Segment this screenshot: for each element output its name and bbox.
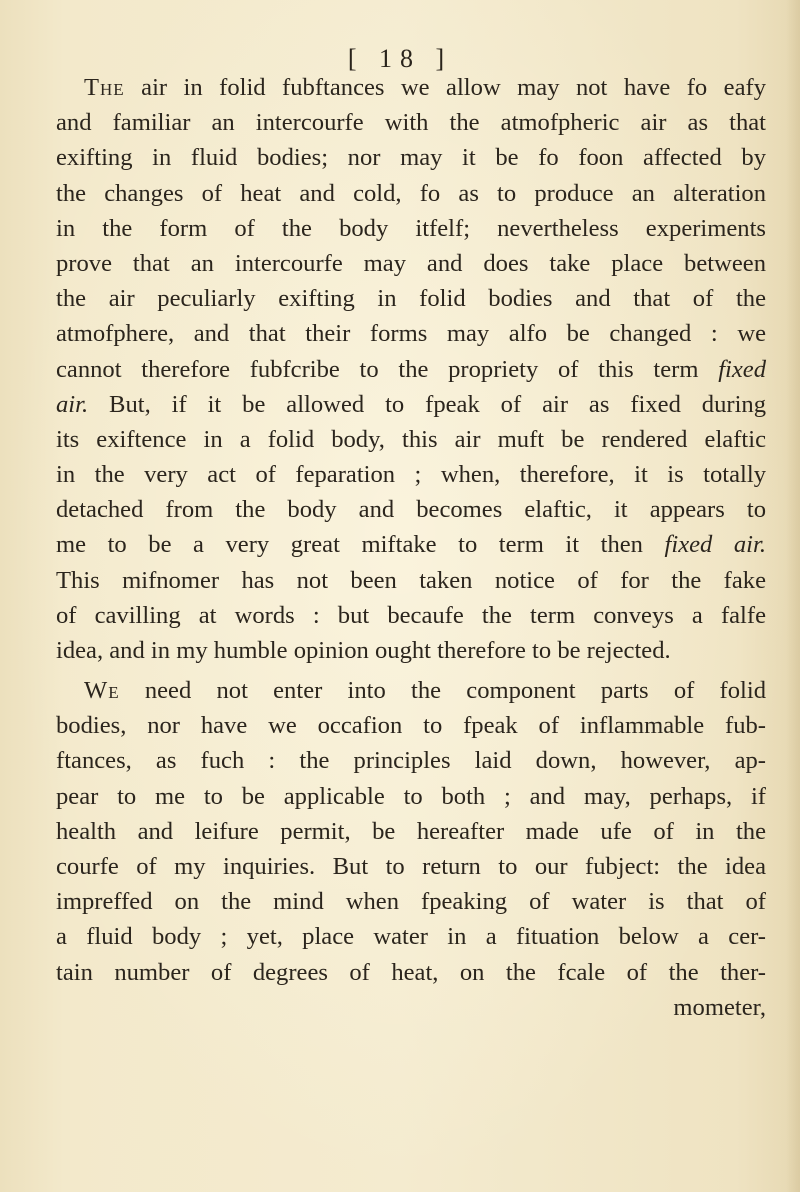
line-text: me to be a very great miftake to term it then	[56, 531, 665, 559]
line-text: and familiar an intercourfe with the atmofpheric air as that	[56, 109, 766, 137]
text-line	[56, 633, 766, 668]
line-text: atmofphere, and that their forms may alfo be changed : we	[56, 320, 766, 348]
italic-term: air.	[56, 390, 89, 418]
line-text: the changes of heat and cold, fo as to produce an alteration	[56, 179, 766, 207]
line-text: bodies, nor have we occafion to fpeak of inflammable fub-	[56, 712, 766, 740]
small-caps-lead: We	[84, 677, 120, 704]
text-line	[56, 492, 766, 527]
text-line	[56, 422, 766, 457]
line-text: But, if it be allowed to fpeak of air as fixed during	[88, 390, 766, 418]
paragraph-2	[56, 673, 766, 1025]
text-line	[56, 246, 766, 281]
line-text: prove that an intercourfe may and does take place between	[56, 249, 766, 277]
text-line	[56, 387, 766, 422]
text-line	[56, 955, 766, 990]
line-text: This mifnomer has not been taken notice of for the fake	[56, 566, 766, 594]
line-text: need not enter into the component parts of folid	[119, 677, 766, 704]
page-edge-shadow	[786, 0, 800, 1192]
text-line	[56, 919, 766, 954]
line-text: a fluid body ; yet, place water in a fituation below a cer-	[56, 923, 766, 951]
line-text: cannot therefore fubfcribe to the propriety of this term	[56, 355, 719, 383]
italic-term: fixed	[718, 355, 766, 383]
text-line	[56, 352, 766, 387]
text-line	[56, 743, 766, 778]
text-line	[56, 527, 766, 562]
line-text: air in folid fubftances we allow may not have fo eafy	[124, 74, 766, 101]
italic-term: fixed air.	[664, 531, 766, 559]
catchword: mometer,	[673, 993, 766, 1021]
text-line	[56, 176, 766, 211]
text-line	[56, 849, 766, 884]
line-text: of cavilling at words : but becaufe the term conveys a falfe	[56, 601, 766, 629]
text-line	[56, 70, 766, 105]
text-line	[56, 281, 766, 316]
page-number: [ 18 ]	[347, 44, 453, 73]
text-line	[56, 673, 766, 708]
line-text: idea, and in my humble opinion ought therefore to be rejected.	[56, 637, 671, 664]
line-text: exifting in fluid bodies; nor may it be fo foon affected by	[56, 144, 766, 172]
line-text: courfe of my inquiries. But to return to our fubject: the idea	[56, 852, 766, 880]
text-line	[56, 814, 766, 849]
line-text: the air peculiarly exifting in folid bodies and that of the	[56, 285, 766, 313]
line-text: ftances, as fuch : the principles laid down, however, ap-	[56, 747, 766, 775]
line-text: impreffed on the mind when fpeaking of water is that of	[56, 888, 766, 916]
line-text: in the form of the body itfelf; nevertheless experiments	[56, 214, 766, 242]
text-line	[56, 563, 766, 598]
text-line	[56, 457, 766, 492]
text-line	[56, 316, 766, 351]
text-line	[56, 211, 766, 246]
paragraph-1	[56, 70, 766, 668]
line-text: pear to me to be applicable to both ; and may, perhaps, if	[56, 782, 766, 810]
text-line	[56, 708, 766, 743]
line-text: in the very act of feparation ; when, therefore, it is totally	[56, 461, 766, 489]
text-line	[56, 105, 766, 140]
text-line	[56, 140, 766, 175]
line-text: detached from the body and becomes elaftic, it appears to	[56, 496, 766, 524]
line-text: health and leifure permit, be hereafter made ufe of in the	[56, 817, 766, 845]
text-line	[56, 598, 766, 633]
small-caps-lead: The	[84, 74, 125, 101]
text-line	[56, 884, 766, 919]
line-text: its exiftence in a folid body, this air muft be rendered elaftic	[56, 425, 766, 453]
line-text: tain number of degrees of heat, on the fcale of the ther-	[56, 958, 766, 986]
text-line	[56, 779, 766, 814]
